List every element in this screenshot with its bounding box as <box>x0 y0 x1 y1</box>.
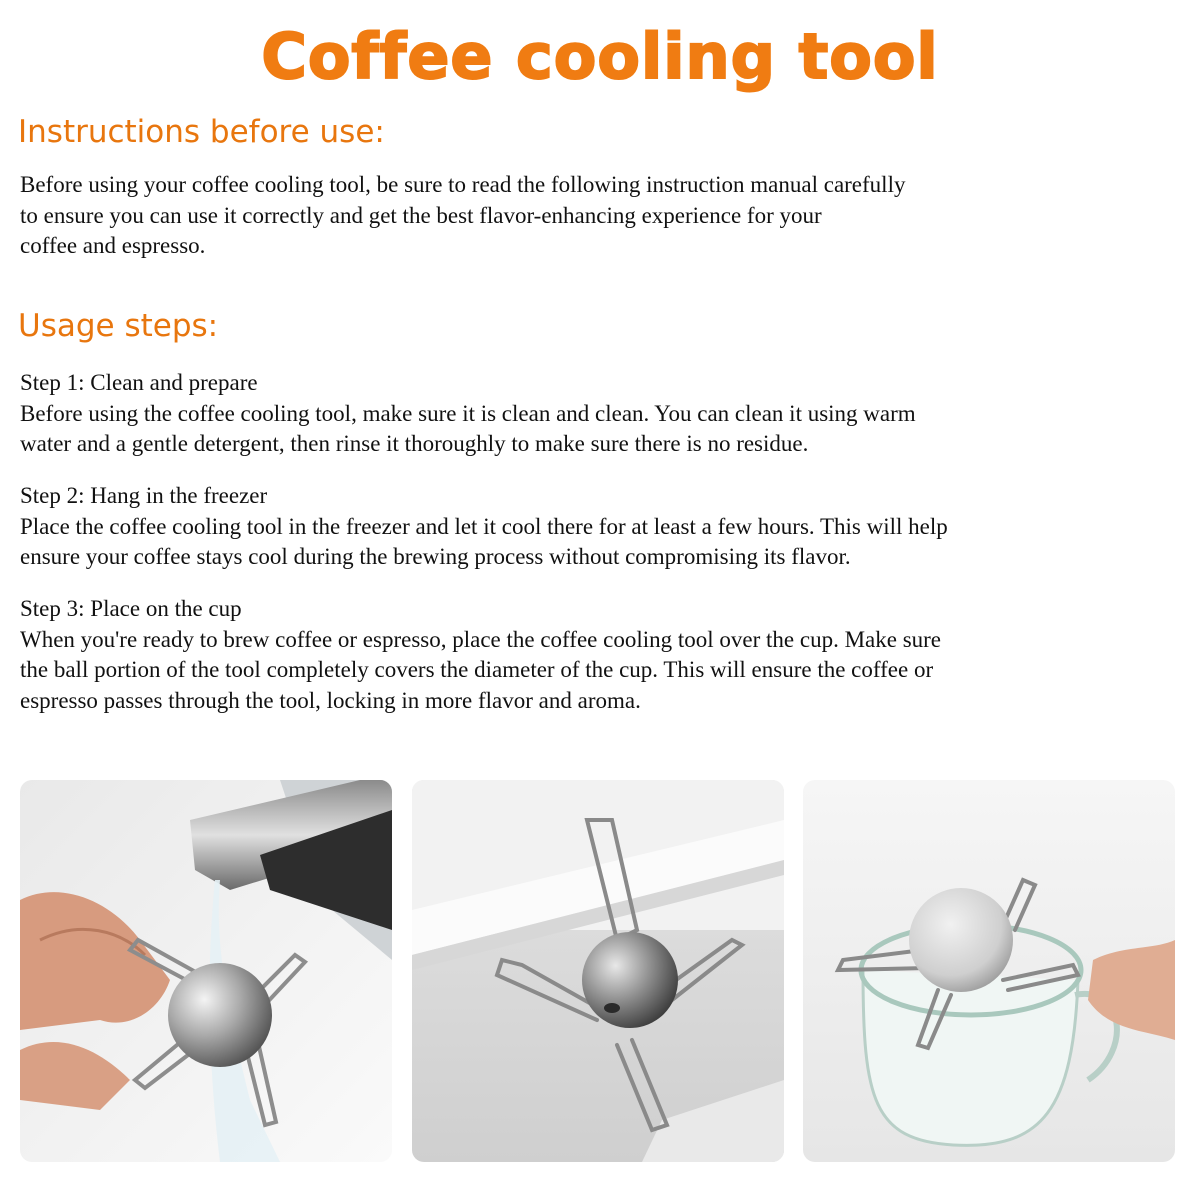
step-3 <box>20 594 1180 716</box>
step-2 <box>20 481 1180 573</box>
step-line: Before using the coffee cooling tool, make sure it is clean and clean. You can clean it using warm <box>20 400 916 426</box>
instructions-line: coffee and espresso. <box>20 233 206 258</box>
instructions-heading: Instructions before use: <box>18 114 385 150</box>
step-line: ensure your coffee stays cool during the brewing process without compromising its flavor. <box>20 544 851 569</box>
page-title: Coffee cooling tool <box>261 20 939 93</box>
step-title: Step 1: Clean and prepare <box>20 370 258 395</box>
placed-on-glass-cup-photo <box>803 780 1175 1162</box>
step-line: the ball portion of the tool completely covers the diameter of the cup. This will ensure the coffee or <box>20 657 934 682</box>
hanging-in-freezer-photo <box>412 780 784 1162</box>
instructions-line: to ensure you can use it correctly and get the best flavor-enhancing experience for your <box>20 202 822 228</box>
step-title: Step 3: Place on the cup <box>20 596 242 621</box>
step-1 <box>20 368 1180 460</box>
step-line: water and a gentle detergent, then rinse it thoroughly to make sure there is no residue. <box>20 431 809 456</box>
instructions-line: Before using your coffee cooling tool, be sure to read the following instruction manual carefully <box>20 172 906 197</box>
step-title: Step 2: Hang in the freezer <box>20 483 268 508</box>
rinsing-under-faucet-photo <box>20 780 392 1162</box>
step-line: Place the coffee cooling tool in the freezer and let it cool there for at least a few hours. This will help <box>20 513 948 539</box>
usage-heading: Usage steps: <box>18 308 219 344</box>
step-line: When you're ready to brew coffee or espresso, place the coffee cooling tool over the cup. Make sure <box>20 626 942 652</box>
step-line: espresso passes through the tool, locking in more flavor and aroma. <box>20 687 641 713</box>
instructions-paragraph <box>20 170 1180 262</box>
